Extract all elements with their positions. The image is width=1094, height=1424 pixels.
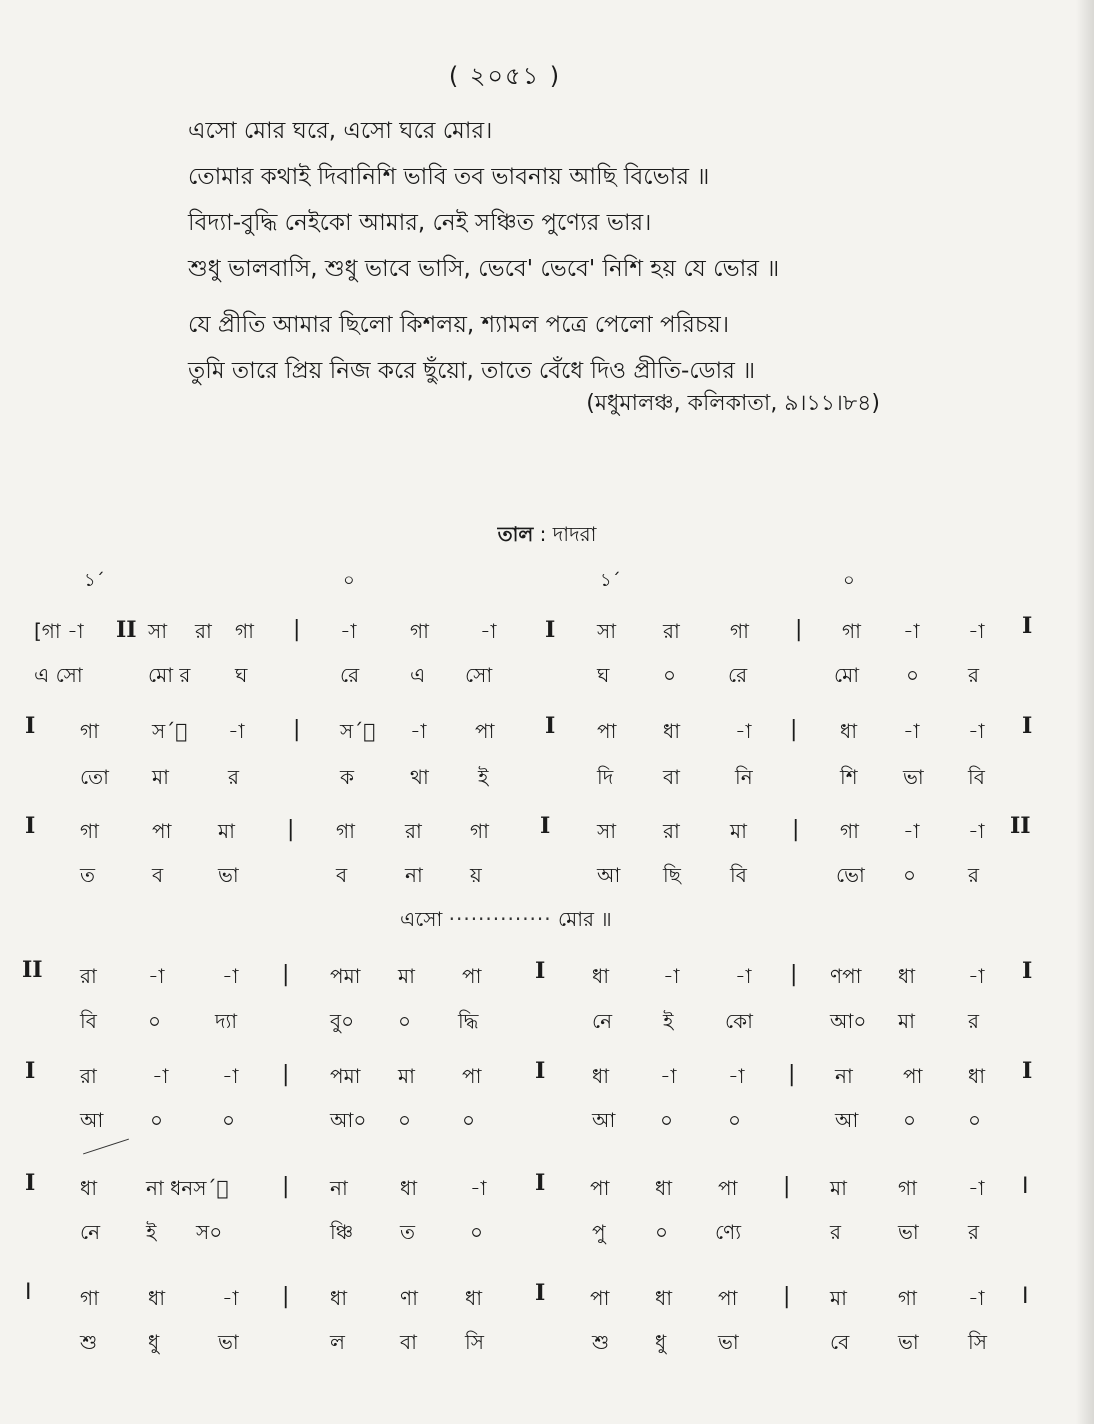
notation-cell: রা: [663, 819, 680, 843]
bar-line: |: [792, 817, 800, 842]
bar-line: |: [788, 1062, 796, 1087]
notation-cell: -া: [480, 619, 497, 643]
bar-line: |: [293, 717, 301, 742]
beat-mark: ১´: [84, 570, 105, 591]
bar-line: I: [535, 1170, 546, 1196]
notation-cell: ভা: [898, 1330, 919, 1354]
notation-cell: মা: [898, 1009, 915, 1033]
notation-cell: ধা: [330, 1286, 348, 1310]
notation-cell: স´া: [152, 719, 188, 743]
notation-cell: গা: [898, 1176, 917, 1200]
notation-cell: এ সো: [34, 663, 83, 687]
tala-name: দাদরা: [552, 522, 597, 546]
notation-cell: না ধনস´া: [146, 1176, 229, 1200]
notation-cell: ণা: [400, 1286, 418, 1310]
notation-cell: সা: [597, 819, 617, 843]
notation-cell: -া: [728, 1064, 745, 1088]
bar-line: I: [535, 1058, 546, 1084]
notation-cell: ঘ: [235, 663, 248, 687]
notation-cell: বি: [730, 863, 747, 887]
notation-cell: ত: [400, 1220, 416, 1244]
notation-cell: স০: [196, 1220, 223, 1244]
notation-cell: আ০: [330, 1108, 367, 1132]
notation-cell: গা: [336, 819, 355, 843]
notation-cell: -া: [410, 719, 427, 743]
notation-cell: ০: [728, 1108, 742, 1132]
attribution: (মধুমালঞ্চ, কলিকাতা, ৯।১১।৮৪): [586, 391, 880, 416]
bar-line: |: [795, 617, 803, 642]
notation-cell: না: [330, 1176, 348, 1200]
notation-cell: র: [968, 1220, 980, 1244]
bar-line: I: [540, 813, 551, 839]
notation-cell: ছি: [663, 863, 681, 887]
notation-cell: ধু: [148, 1330, 160, 1354]
notation-cell: শি: [840, 765, 858, 789]
bar-line: I: [545, 713, 556, 739]
notation-cell: ধা: [465, 1286, 483, 1310]
notation-cell: ০: [903, 863, 917, 887]
bar-line: |: [282, 1062, 290, 1087]
notation-cell: ধা: [592, 964, 610, 988]
notation-cell: [গা -া: [34, 619, 84, 643]
notation-cell: ০: [398, 1108, 412, 1132]
notation-cell: ব: [336, 863, 348, 887]
notation-cell: না: [405, 863, 423, 887]
notation-cell: সি: [465, 1330, 484, 1354]
notation-cell: গা: [410, 619, 429, 643]
notation-cell: বি: [80, 1009, 97, 1033]
bar-line: I: [1022, 613, 1033, 639]
bar-line: I: [25, 1280, 32, 1305]
notation-cell: রা: [663, 619, 680, 643]
notation-cell: তো: [80, 765, 109, 789]
notation-cell: গা: [840, 819, 859, 843]
notation-cell: না: [835, 1064, 853, 1088]
notation-cell: র: [968, 863, 980, 887]
lyric-line: তুমি তারে প্রিয় নিজ করে ছুঁয়ো, তাতে বেঁধে দিও প্রীতি-ডোর ॥: [188, 358, 756, 384]
notation-cell: র: [968, 1009, 980, 1033]
notation-cell: পমা: [330, 964, 361, 988]
notation-cell: আ০: [830, 1009, 867, 1033]
notation-cell: পা: [718, 1176, 738, 1200]
notation-cell: শু: [592, 1330, 610, 1354]
notation-cell: আ: [592, 1108, 616, 1132]
notation-cell: ভো: [836, 863, 865, 887]
notation-cell: সি: [968, 1330, 987, 1354]
notation-cell: এ: [410, 663, 426, 687]
notation-cell: -া: [735, 964, 752, 988]
notation-cell: নি: [735, 765, 753, 789]
notation-cell: রে: [340, 663, 360, 687]
notation-cell: ক: [340, 765, 354, 789]
bar-line: I: [1022, 713, 1033, 739]
notation-cell: -া: [222, 964, 239, 988]
bar-line: I: [25, 1058, 36, 1084]
notation-cell: -া: [968, 619, 985, 643]
bar-line: I: [1022, 1058, 1033, 1084]
notation-cell: পা: [462, 1064, 482, 1088]
notation-cell: -া: [903, 719, 920, 743]
notation-cell: পা: [590, 1176, 610, 1200]
tala-separator: :: [533, 522, 553, 546]
bar-line: I: [535, 958, 546, 984]
notation-cell: ভা: [718, 1330, 739, 1354]
notation-cell: পা: [475, 719, 495, 743]
notation-cell: ০: [222, 1108, 236, 1132]
refrain-end: মোর ॥: [558, 907, 612, 931]
notation-cell: সা: [148, 619, 168, 643]
notation-cell: র: [830, 1220, 842, 1244]
bar-line: |: [282, 1284, 290, 1309]
bar-line: II: [1010, 813, 1031, 839]
notation-cell: ল: [330, 1330, 345, 1354]
notation-cell: ঞ্চি: [330, 1220, 354, 1244]
notation-cell: ধু: [655, 1330, 667, 1354]
bar-line: I: [1022, 1174, 1029, 1199]
notation-cell: ভা: [218, 863, 239, 887]
notation-cell: বা: [400, 1330, 417, 1354]
notation-cell: গা: [235, 619, 254, 643]
lyric-line: বিদ্যা-বুদ্ধি নেইকো আমার, নেই সঞ্চিত পুণ্যের ভার।: [188, 210, 652, 236]
refrain-dots: ··············: [448, 907, 552, 931]
notation-cell: পা: [597, 719, 617, 743]
notation-cell: মা: [730, 819, 747, 843]
notation-cell: দ্যা: [215, 1009, 238, 1033]
bar-line: |: [783, 1174, 791, 1199]
notation-cell: নে: [592, 1009, 613, 1033]
bar-line: I: [1022, 1284, 1029, 1309]
notation-cell: ০: [906, 663, 920, 687]
notation-cell: -া: [968, 719, 985, 743]
notation-cell: থা: [410, 765, 429, 789]
refrain-note: [400, 905, 612, 938]
notation-cell: ০: [663, 663, 677, 687]
bar-line: I: [25, 713, 36, 739]
notation-cell: পা: [718, 1286, 738, 1310]
notation-cell: ধা: [400, 1176, 418, 1200]
notation-cell: -া: [660, 1064, 677, 1088]
notation-cell: মা: [830, 1286, 847, 1310]
notation-cell: দ্ধি: [458, 1009, 479, 1033]
notation-cell: ০: [968, 1108, 982, 1132]
notation-cell: গা: [470, 819, 489, 843]
notation-cell: মা: [830, 1176, 847, 1200]
notation-cell: মা: [398, 1064, 415, 1088]
bar-line: |: [790, 717, 798, 742]
page-number: ( ২০৫১ ): [448, 62, 562, 90]
notation-cell: আ: [597, 863, 621, 887]
beat-mark: ০: [843, 570, 855, 591]
notation-cell: বে: [830, 1330, 850, 1354]
notation-cell: ব: [152, 863, 164, 887]
lyric-line: এসো মোর ঘরে, এসো ঘরে মোর।: [188, 118, 493, 144]
notation-cell: আ: [835, 1108, 859, 1132]
notation-cell: ঘ: [597, 663, 610, 687]
bar-line: I: [25, 1170, 36, 1196]
notation-cell: -া: [903, 619, 920, 643]
notation-cell: -া: [222, 1286, 239, 1310]
bar-line: I: [1022, 958, 1033, 984]
bar-line: |: [293, 617, 301, 642]
notation-cell: রা: [405, 819, 422, 843]
bar-line: |: [282, 962, 290, 987]
notation-cell: গা: [898, 1286, 917, 1310]
notation-cell: মো: [834, 663, 860, 687]
notation-cell: স´া: [340, 719, 376, 743]
notation-cell: মো র: [148, 663, 191, 687]
notation-cell: ণপা: [830, 964, 862, 988]
notation-cell: বা: [663, 765, 680, 789]
notation-cell: ভা: [218, 1330, 239, 1354]
bar-line: |: [287, 817, 295, 842]
notation-cell: ধা: [655, 1176, 673, 1200]
notation-cell: ধা: [148, 1286, 166, 1310]
beat-mark: ০: [343, 570, 355, 591]
notation-cell: ত: [80, 863, 96, 887]
notation-cell: কো: [725, 1009, 753, 1033]
notation-cell: দি: [597, 765, 614, 789]
notation-cell: ০: [462, 1108, 476, 1132]
notation-cell: ভা: [903, 765, 924, 789]
notation-cell: ই: [146, 1220, 157, 1244]
notation-cell: -া: [903, 819, 920, 843]
notation-cell: -া: [340, 619, 357, 643]
notation-cell: -া: [148, 964, 165, 988]
beat-mark: ১´: [600, 570, 621, 591]
notation-cell: -া: [152, 1064, 169, 1088]
notation-cell: পা: [590, 1286, 610, 1310]
notation-cell: -া: [968, 1176, 985, 1200]
notation-cell: শু: [80, 1330, 98, 1354]
tala-label: তাল: [497, 522, 534, 546]
notation-cell: সা: [597, 619, 617, 643]
notation-cell: ০: [655, 1220, 669, 1244]
notation-cell: পু: [592, 1220, 606, 1244]
notation-cell: -া: [228, 719, 245, 743]
notation-cell: ০: [470, 1220, 484, 1244]
notation-cell: মা: [218, 819, 235, 843]
notation-cell: র: [228, 765, 240, 789]
notation-cell: -া: [663, 964, 680, 988]
notation-cell: গা: [842, 619, 861, 643]
notation-cell: ধা: [840, 719, 858, 743]
notation-cell: আ: [80, 1108, 104, 1132]
refrain-start: এসো: [400, 907, 443, 931]
notation-cell: ০: [660, 1108, 674, 1132]
notation-cell: ধা: [655, 1286, 673, 1310]
notation-cell: পা: [903, 1064, 923, 1088]
notation-cell: ধা: [663, 719, 681, 743]
notation-cell: ই: [478, 765, 489, 789]
notation-cell: গা: [80, 719, 99, 743]
notation-cell: ধা: [592, 1064, 610, 1088]
bar-line: |: [282, 1174, 290, 1199]
notation-cell: ই: [663, 1009, 674, 1033]
notation-cell: ০: [150, 1108, 164, 1132]
bar-line: I: [545, 617, 556, 643]
notation-cell: সো: [465, 663, 493, 687]
notation-cell: রা: [80, 1064, 97, 1088]
notation-cell: রা: [80, 964, 97, 988]
notation-cell: গা: [730, 619, 749, 643]
notation-cell: রে: [728, 663, 748, 687]
notation-cell: পা: [462, 964, 482, 988]
notation-cell: র: [968, 663, 980, 687]
notation-cell: মা: [398, 964, 415, 988]
notation-cell: বি: [968, 765, 985, 789]
notation-cell: ০: [148, 1009, 162, 1033]
notation-cell: রা: [195, 619, 212, 643]
bar-line: |: [783, 1284, 791, 1309]
bar-line: I: [535, 1280, 546, 1306]
lyric-line: তোমার কথাই দিবানিশি ভাবি তব ভাবনায় আছি বিভোর ॥: [188, 164, 710, 190]
notation-cell: -া: [470, 1176, 487, 1200]
notation-cell: -া: [968, 964, 985, 988]
notation-cell: -া: [968, 1286, 985, 1310]
lyric-line: যে প্রীতি আমার ছিলো কিশলয়, শ্যামল পত্রে পেলো পরিচয়।: [188, 312, 730, 338]
notation-cell: -া: [222, 1064, 239, 1088]
notation-cell: গা: [80, 819, 99, 843]
notation-cell: ণ্যে: [715, 1220, 742, 1244]
notation-cell: ধা: [80, 1176, 98, 1200]
notation-cell: ০: [398, 1009, 412, 1033]
notation-cell: ধা: [898, 964, 916, 988]
bar-line: II: [22, 957, 43, 983]
notation-cell: ভা: [898, 1220, 919, 1244]
notation-cell: পমা: [330, 1064, 361, 1088]
notation-cell: পা: [152, 819, 172, 843]
notation-cell: -া: [968, 819, 985, 843]
notation-cell: -া: [735, 719, 752, 743]
notation-cell: মা: [152, 765, 169, 789]
notation-cell: নে: [80, 1220, 101, 1244]
bar-line: II: [116, 617, 137, 643]
notation-cell: বু০: [330, 1009, 355, 1033]
lyric-line: শুধু ভালবাসি, শুধু ভাবে ভাসি, ভেবে' ভেবে' নিশি হয় যে ভোর ॥: [188, 256, 780, 282]
bar-line: I: [25, 813, 36, 839]
notation-cell: য়: [470, 863, 482, 887]
notation-cell: গা: [80, 1286, 99, 1310]
notation-cell: ০: [903, 1108, 917, 1132]
notation-cell: ধা: [968, 1064, 986, 1088]
bar-line: |: [790, 962, 798, 987]
